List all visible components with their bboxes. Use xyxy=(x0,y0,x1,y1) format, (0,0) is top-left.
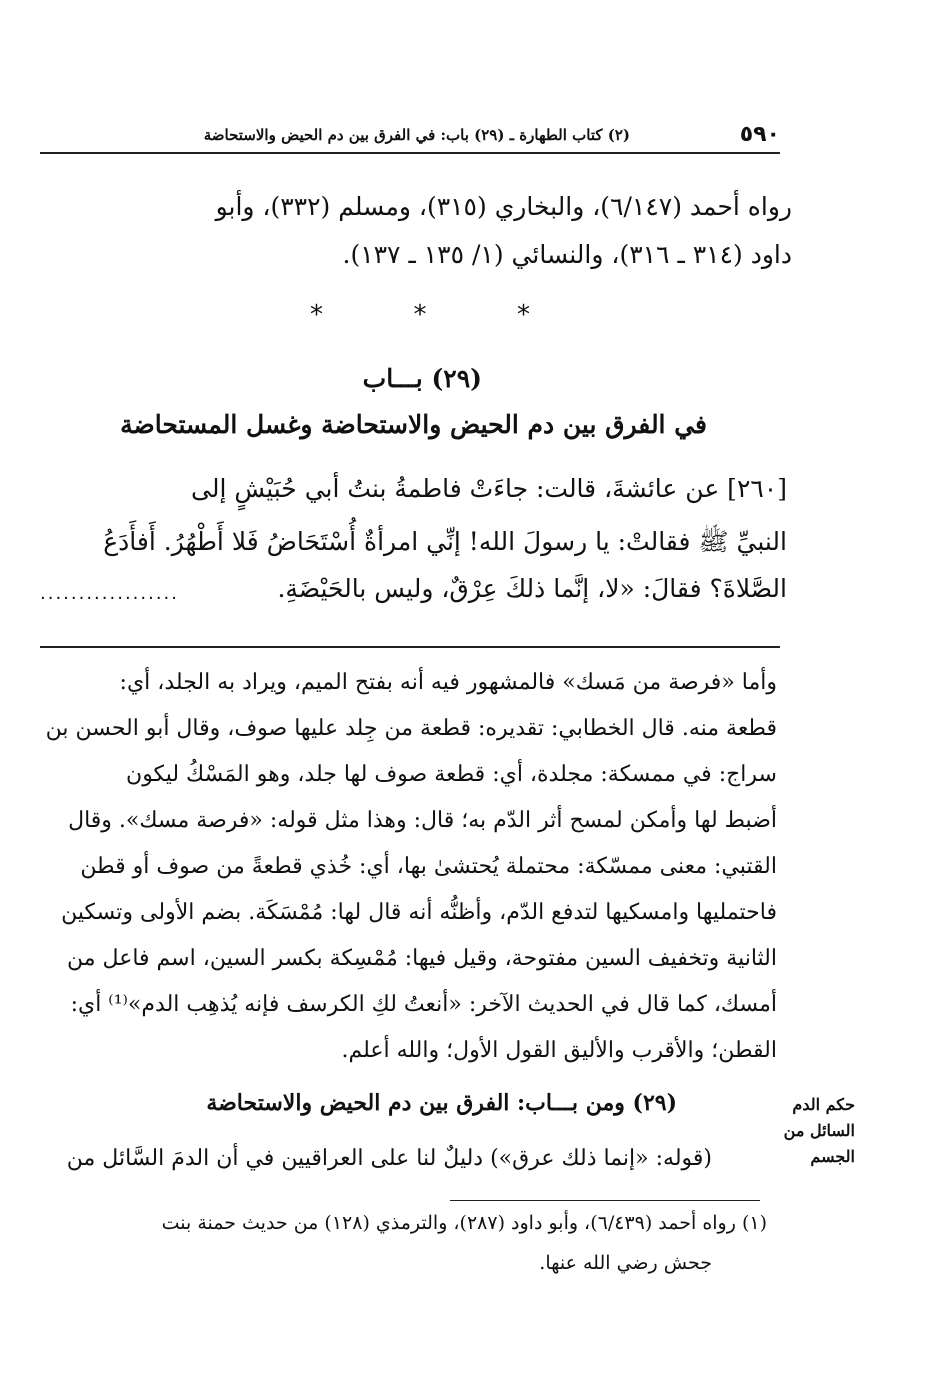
commentary-line: فاحتمليها وامسكيها لتدفع الدّم، وأظنُّه أنه قال لها: مُمْسَكَة. بضم الأولى وتسكين xyxy=(61,900,777,925)
running-head: (٢) كتاب الطهارة ـ (٢٩) باب: في الفرق بين دم الحيض والاستحاضة xyxy=(203,126,630,144)
hadith-line: النبيِّ ﷺ فقالتْ: يا رسولَ الله! إنِّي امرأةٌ أُسْتَحَاضُ فَلا أَطْهُرُ. أَفأَدَعُ xyxy=(103,527,787,556)
citation-line: داود (٣١٤ ـ ٣١٦)، والنسائي (١/ ١٣٥ ـ ١٣٧). xyxy=(342,240,792,269)
margin-note-line: حكم الدم xyxy=(792,1095,855,1114)
section-separator xyxy=(310,300,530,330)
chapter-number: (٢٩) بـــاب xyxy=(362,364,482,393)
commentary-line: أضبط لها وأمكن لمسح أثر الدّم به؛ قال: وهذا مثل قوله: «فرصة مسك». وقال xyxy=(68,808,777,833)
separator-star: * xyxy=(517,300,530,330)
margin-note-line: الجسم xyxy=(810,1147,855,1166)
footnote-line: جحش رضي الله عنها. xyxy=(539,1252,712,1274)
dotted-continuation: .................. xyxy=(40,583,179,604)
commentary-line: الثانية وتخفيف السين مفتوحة، وقيل فيها: مُمْسِكة بكسر السين، اسم فاعل من xyxy=(67,946,777,971)
commentary-line: القتبي: معنى ممسّكة: محتملة يُحتشىٰ بها، أي: خُذي قطعةً من صوف أو قطن xyxy=(80,854,777,879)
page-header xyxy=(40,118,780,154)
section-first-line: (قوله: «إنما ذلك عرق») دليلٌ لنا على العراقيين في أن الدمَ السَّائل من xyxy=(66,1146,712,1171)
commentary-line: سراج: في ممسكة: مجلدة، أي: قطعة صوف لها جلد، وهو المَسْكُ ليكون xyxy=(126,762,777,787)
separator-star: * xyxy=(310,300,323,330)
hadith-line: الصَّلاةَ؟ فقالَ: «لا، إنَّما ذلكَ عِرْقٌ، وليس بالحَيْضَةِ. xyxy=(277,574,787,603)
commentary-line: أمسك، كما قال في الحديث الآخر: «أنعتُ لكِ الكرسف فإنه يُذهِب الدم»⁽¹⁾ أي: xyxy=(70,992,777,1017)
commentary-line: وأما «فرصة من مَسك» فالمشهور فيه أنه بفتح الميم، ويراد به الجلد، أي: xyxy=(119,670,777,695)
section-heading: (٢٩) ومن بـــاب: الفرق بين دم الحيض والاستحاضة xyxy=(206,1090,677,1116)
commentary-line: القطن؛ والأقرب والأليق القول الأول؛ والله أعلم. xyxy=(341,1038,777,1063)
citation-line: رواه أحمد (٦/١٤٧)، والبخاري (٣١٥)، ومسلم (٣٣٢)، وأبو xyxy=(215,192,792,221)
margin-note-line: السائل من xyxy=(783,1121,855,1140)
footnote-rule xyxy=(450,1200,760,1201)
commentary-line: قطعة منه. قال الخطابي: تقديره: قطعة من جِلد عليها صوف، وقال أبو الحسن بن xyxy=(45,716,777,741)
hadith-line: [٢٦٠] عن عائشةَ، قالت: جاءَتْ فاطمةُ بنتُ أبي حُبَيْشٍ إلى xyxy=(191,474,787,503)
divider-rule xyxy=(40,646,780,648)
separator-star: * xyxy=(413,300,427,330)
page-number: ٥٩٠ xyxy=(739,122,780,147)
margin-note xyxy=(775,1092,855,1170)
chapter-title: في الفرق بين دم الحيض والاستحاضة وغسل المستحاضة xyxy=(120,410,707,439)
footnote-line: (١) رواه أحمد (٦/٤٣٩)، وأبو داود (٢٨٧)، والترمذي (١٢٨) من حديث حمنة بنت xyxy=(161,1212,767,1234)
